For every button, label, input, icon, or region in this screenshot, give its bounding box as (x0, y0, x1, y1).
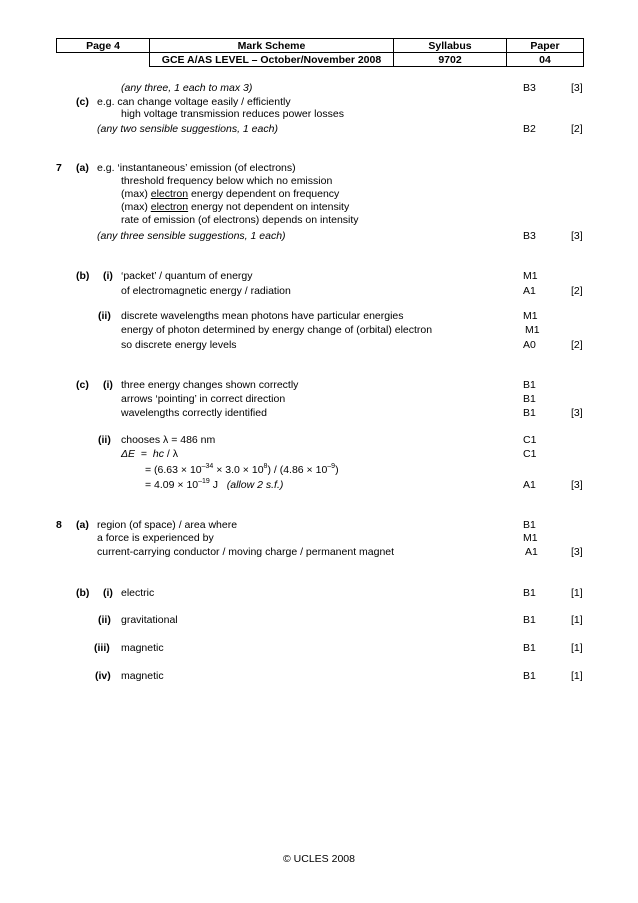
mark: A0 (523, 339, 536, 351)
answer-line: a force is experienced by (97, 532, 214, 544)
total-marks: [1] (571, 642, 583, 654)
answer-line: electric (121, 587, 155, 599)
paper-label: Paper (507, 39, 584, 53)
mark: B1 (523, 642, 536, 654)
mark: M1 (525, 324, 540, 336)
answer-line: current-carrying conductor / moving charge / permanent magnet (97, 546, 395, 558)
answer-line: of electromagnetic energy / radiation (121, 285, 291, 297)
total-marks: [2] (571, 123, 583, 135)
mark: B1 (523, 393, 536, 405)
answer-line: e.g. can change voltage easily / efficiently (97, 96, 291, 108)
page-label: Page 4 (57, 39, 150, 53)
total-marks: [3] (571, 546, 583, 558)
answer-line: high voltage transmission reduces power losses (121, 108, 344, 120)
answer-line: discrete wavelengths mean photons have particular energies (121, 310, 404, 322)
answer-line: magnetic (121, 670, 164, 682)
header-table (56, 38, 584, 67)
answer-line: gravitational (121, 614, 178, 626)
subpart-label: (ii) (98, 310, 111, 322)
answer-line: region (of space) / area where (97, 519, 238, 531)
total-marks: [3] (571, 230, 583, 242)
subpart-label: (iii) (94, 642, 110, 654)
part-label: (c) (76, 379, 89, 391)
mark: A1 (523, 285, 536, 297)
answer-line: (max) electron energy dependent on frequency (121, 188, 340, 200)
mark: C1 (523, 434, 537, 446)
mark: B1 (523, 587, 536, 599)
doc-title: Mark Scheme (150, 39, 394, 53)
mark: C1 (523, 448, 537, 460)
answer-line: e.g. ‘instantaneous’ emission (of electrons) (97, 162, 296, 174)
subpart-label: (ii) (98, 614, 111, 626)
subpart-label: (i) (103, 270, 113, 282)
total-marks: [3] (571, 407, 583, 419)
answer-line: magnetic (121, 642, 164, 654)
part-label: (b) (76, 587, 90, 599)
total-marks: [3] (571, 82, 583, 94)
paper-number: 04 (507, 53, 584, 67)
total-marks: [3] (571, 479, 583, 491)
equation-line: = $(6.63 \times 10^{-34} \times 3.0 \times 10^8) / (4.86 \times 10^{-9})$ (145, 463, 339, 476)
mark: B1 (523, 407, 536, 419)
answer-line: (max) electron energy not dependent on intensity (121, 201, 350, 213)
mark: B1 (523, 614, 536, 626)
subpart-label: (iv) (95, 670, 111, 682)
part-label: (c) (76, 96, 89, 108)
answer-line: three energy changes shown correctly (121, 379, 299, 391)
note: (any three, 1 each to max 3) (121, 82, 253, 94)
answer-line: energy of photon determined by energy change of (orbital) electron (121, 324, 433, 336)
mark: B1 (523, 379, 536, 391)
answer-line: chooses λ = 486 nm (121, 434, 216, 446)
total-marks: [2] (571, 339, 583, 351)
answer-line: so discrete energy levels (121, 339, 237, 351)
part-label: (a) (76, 519, 89, 531)
footer-copyright: © UCLES 2008 (283, 853, 355, 865)
mark: A1 (525, 546, 538, 558)
answer-line: arrows ‘pointing’ in correct direction (121, 393, 286, 405)
mark: B1 (523, 670, 536, 682)
part-label: (a) (76, 162, 89, 174)
question-number: 8 (56, 519, 62, 531)
subpart-label: (i) (103, 587, 113, 599)
equation-line: ΔE = hc / λ (121, 448, 178, 460)
answer-line: ‘packet’ / quantum of energy (121, 270, 253, 282)
doc-subtitle: GCE A/AS LEVEL – October/November 2008 (150, 53, 394, 67)
mark: M1 (523, 310, 538, 322)
total-marks: [2] (571, 285, 583, 297)
total-marks: [1] (571, 587, 583, 599)
syllabus-label: Syllabus (394, 39, 507, 53)
answer-line: wavelengths correctly identified (121, 407, 267, 419)
mark: B3 (523, 82, 536, 94)
mark: B1 (523, 519, 536, 531)
note: (any two sensible suggestions, 1 each) (97, 123, 278, 135)
equation-line: = $4.09 \times 10^{-19}$ J (allow 2 s.f.) (145, 478, 284, 491)
mark: A1 (523, 479, 536, 491)
mark: M1 (523, 270, 538, 282)
total-marks: [1] (571, 670, 583, 682)
total-marks: [1] (571, 614, 583, 626)
subpart-label: (i) (103, 379, 113, 391)
note: (any three sensible suggestions, 1 each) (97, 230, 286, 242)
answer-line: threshold frequency below which no emission (121, 175, 333, 187)
answer-line: rate of emission (of electrons) depends on intensity (121, 214, 359, 226)
subpart-label: (ii) (98, 434, 111, 446)
syllabus-code: 9702 (394, 53, 507, 67)
mark: B2 (523, 123, 536, 135)
mark: M1 (523, 532, 538, 544)
mark: B3 (523, 230, 536, 242)
question-number: 7 (56, 162, 62, 174)
part-label: (b) (76, 270, 90, 282)
